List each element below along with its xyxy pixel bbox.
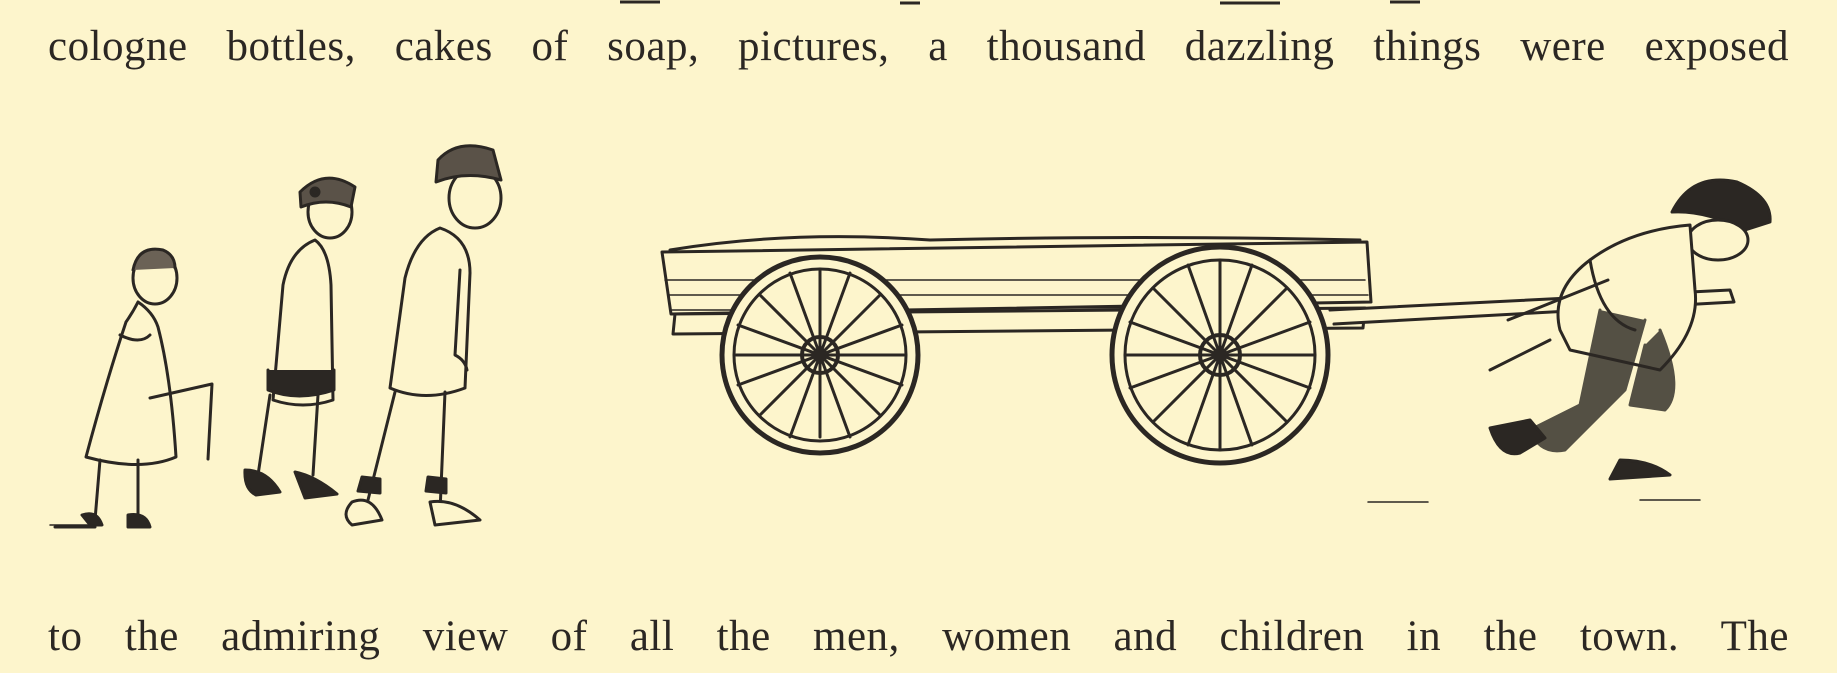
text-line-top: cologne bottles, cakes of soap, pictures, a thousand dazzling things were exposed — [48, 23, 1789, 70]
tall-boy-figure — [346, 146, 501, 525]
text-line-bottom: to the admiring view of all the men, women and children in the town. The — [48, 613, 1789, 660]
girl-figure — [55, 249, 212, 527]
cropped-text-remnant — [600, 0, 1500, 6]
small-boy-figure — [245, 178, 355, 498]
procession-illustration — [0, 130, 1837, 530]
man-pulling-figure — [1490, 180, 1770, 479]
